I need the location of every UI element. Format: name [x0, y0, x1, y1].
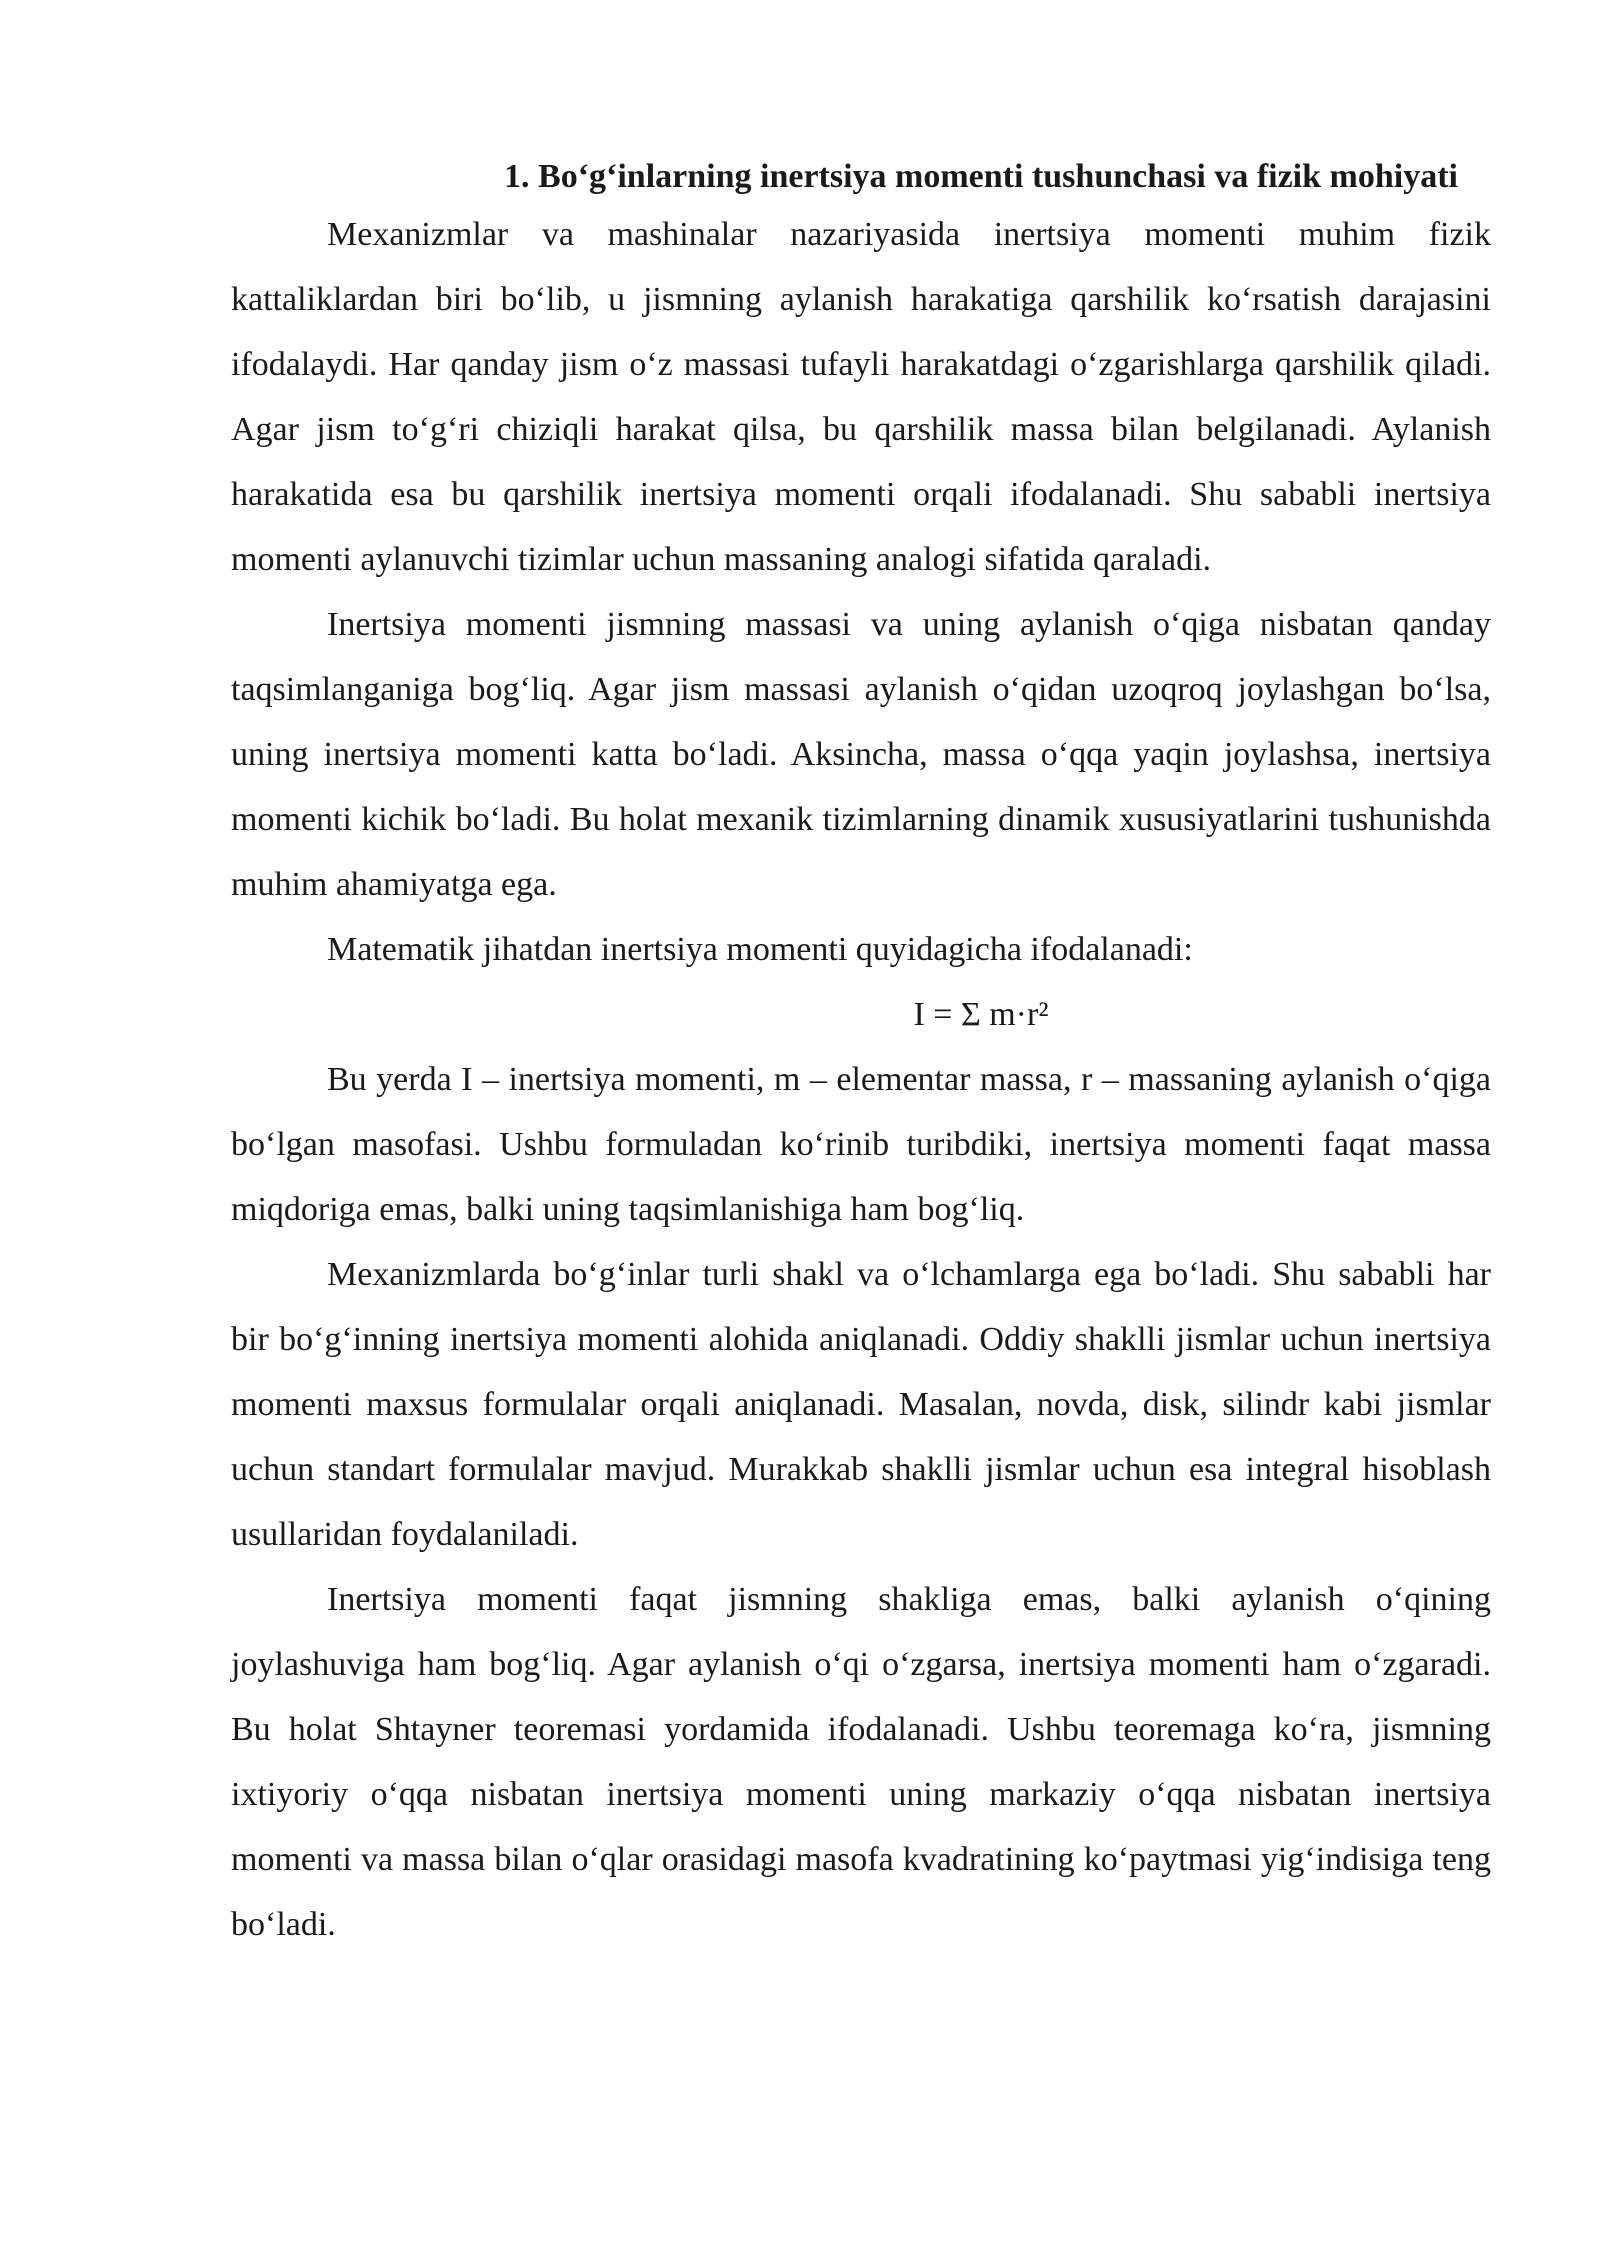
inertia-formula: I = Σ m·r² — [913, 996, 1049, 1033]
paragraph-steiner-theorem: Inertsiya momenti faqat jismning shakliga emas, balki aylanish o‘qining joylashuviga ham bog‘liq. Agar aylanish o‘qi o‘zgarsa, inertsiya momenti ham o‘zgaradi. Bu holat Shtayner teoremasi yordamida ifodalanadi. Ushbu teoremaga ko‘ra, jismning ixtiyoriy o‘qqa nisbatan inertsiya momenti uning markaziy o‘qqa nisbatan inertsiya momenti va massa bilan o‘qlar orasidagi masofa kvadratining ko‘paytmasi yig‘indisiga teng bo‘ladi. — [231, 1581, 1491, 1943]
document-page — [231, 152, 1491, 1957]
paragraph-link-shapes: Mexanizmlarda bo‘g‘inlar turli shakl va o‘lchamlarga ega bo‘ladi. Shu sababli har bir bo‘g‘inning inertsiya momenti alohida aniqlanadi. Oddiy shaklli jismlar uchun inertsiya momenti maxsus formulalar orqali aniqlanadi. Masalan, novda, disk, silindr kabi jismlar uchun standart formulalar mavjud. Murakkab shaklli jismlar uchun esa integral hisoblash usullaridan foydalaniladi. — [231, 1256, 1491, 1553]
paragraph-intro: Mexanizmlar va mashinalar nazariyasida inertsiya momenti muhim fizik kattaliklardan biri bo‘lib, u jismning aylanish harakatiga qarshilik ko‘rsatish darajasini ifodalaydi. Har qanday jism o‘z massasi tufayli harakatdagi o‘zgarishlarga qarshilik qiladi. Agar jism to‘g‘ri chiziqli harakat qilsa, bu qarshilik massa bilan belgilanadi. Aylanish harakatida esa bu qarshilik inertsiya momenti orqali ifodalanadi. Shu sababli inertsiya momenti aylanuvchi tizimlar uchun massaning analogi sifatida qaraladi. — [231, 216, 1491, 578]
section-heading: 1. Bo‘g‘inlarning inertsiya momenti tushunchasi va fizik mohiyati — [504, 158, 1458, 195]
paragraph-math-intro: Matematik jihatdan inertsiya momenti quyidagicha ifodalanadi: — [327, 931, 1193, 968]
paragraph-formula-explanation: Bu yerda I – inertsiya momenti, m – elementar massa, r – massaning aylanish o‘qiga bo‘lgan masofasi. Ushbu formuladan ko‘rinib turibdiki, inertsiya momenti faqat massa miqdoriga emas, balki uning taqsimlanishiga ham bog‘liq. — [231, 1061, 1491, 1228]
paragraph-mass-distribution: Inertsiya momenti jismning massasi va uning aylanish o‘qiga nisbatan qanday taqsimlanganiga bog‘liq. Agar jism massasi aylanish o‘qidan uzoqroq joylashgan bo‘lsa, uning inertsiya momenti katta bo‘ladi. Aksincha, massa o‘qqa yaqin joylashsa, inertsiya momenti kichik bo‘ladi. Bu holat mexanik tizimlarning dinamik xususiyatlarini tushunishda muhim ahamiyatga ega. — [231, 606, 1491, 903]
